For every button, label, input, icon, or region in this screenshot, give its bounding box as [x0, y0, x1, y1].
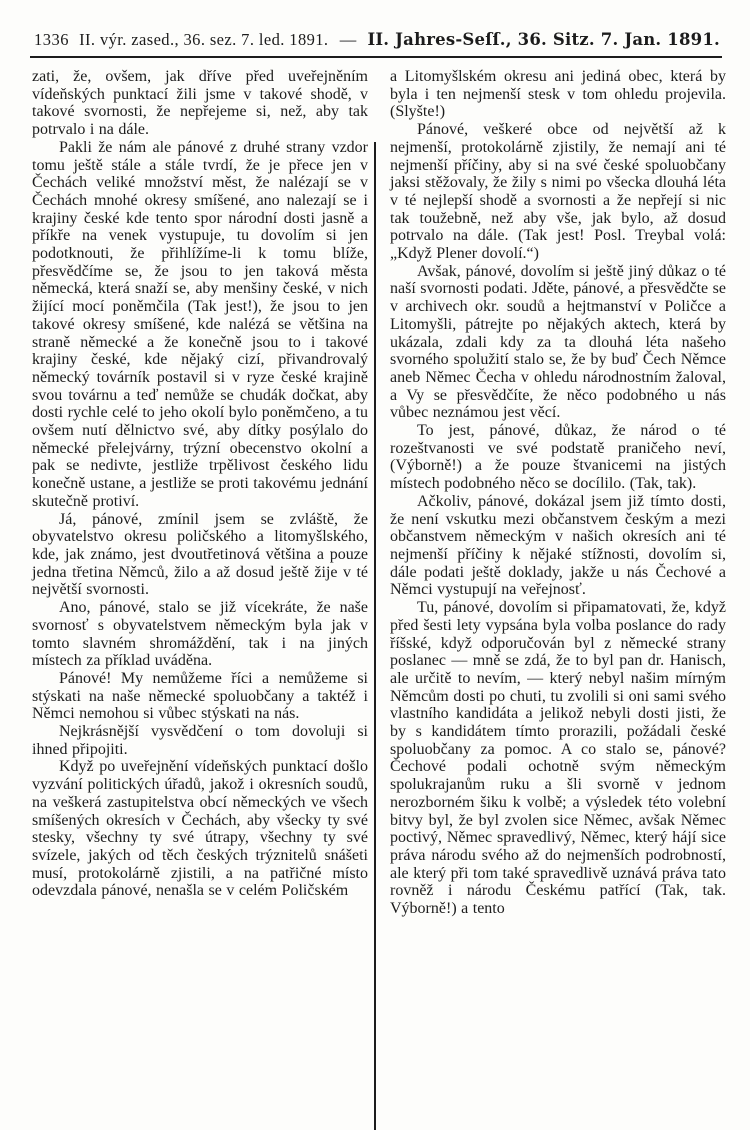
paragraph: Tu, pánové, dovolím si připamatovati, že, když před šesti lety vypsána byla volba poslance do rady říšské, když odporučován byl z německé strany poslanec — mně se zdá, že to byl pan dr. Hanisch, ale určitě to nevím, — který nebyl našim mírným Němcům dosti po chuti, tu zvolili si oni sami svého vlastního kandidáta a jelikož nebyli dosti jisti, že by s kandidátem tímto prorazili, požádali české spoluobčany za pomoc. A co stalo se, pánové? Čechové podali ochotně svým německým spolukrajanům ruku a šli svorně v jednom nerozborném šiku k volbě; a výsledek této volební bitvy byl, že byl zvolen sice Němec, avšak Němec poctivý, Němec spravedlivý, Němec, který hájí sice práva národu svého až do nejmenších podrobností, ale který při tom také spravedlivě uznává práva tato rovněž i národu Českému patřící (Tak, tak. Výborně!) a tento: [390, 599, 726, 918]
header-left: [34, 30, 328, 50]
paragraph: Já, pánové, zmínil jsem se zvláště, že obyvatelstvo okresu poličského a litomyšlského, kde, jak známo, jest dvoutřetinová většina a pouze jedna třetina Němců, žilo a až dosud ještě žije v té největší svornosti.: [32, 510, 368, 599]
right-column: [390, 68, 726, 918]
text-columns: [0, 58, 750, 918]
paragraph: a Litomyšlském okresu ani jediná obec, která by byla i ten nejmenší stesk v tom ohledu projevila. (Slyšte!): [390, 68, 726, 121]
paragraph: Pakli že nám ale pánové z druhé strany vzdor tomu ještě stále a stále tvrdí, že je přece jen v Čechách veliké množství měst, že nalézají se v Čechách mnohé okresy smíšené, ano nalezají se i krajiny české kde tento spor národní dosti jasně a příkře na venek vystupuje, tu dovolím si jen podotknouti, že přihlížíme-li k tomu blíže, přesvědčíme se, že jsou to jen taková města německá, která snaží se, aby menšiny české, v nich žijící mocí poněmčila (Tak jest!), že jsou to jen takové okresy smíšené, kde nalézá se většina na straně německé a že konečně jsou to i takové krajiny české, kde nějaký cizí, přivandrovalý německý továrník postavil si v ryze české krajině svou továrnu a teď nemůže se chudák dočkat, aby dosti rychle celé to jeho okolí bylo poněmčeno, a tu ovšem nutí dělnictvo své, aby dítky posýlalo do německé přelejvárny, trýzní obecenstvo okolní a pak se nedivte, jestliže trpělivost českého lidu konečně ustane, a jestliže se proti takovému jednání skutečně protiví.: [32, 138, 368, 510]
header-session-german: II. Jahres-Seſſ., 36. Sitz. 7. Jan. 1891.: [367, 30, 720, 49]
header-separator-dash: —: [339, 30, 357, 49]
paragraph: Ano, pánové, stalo se již vícekráte, že naše svornosť s obyvatelstvem německým byla jak v tomto slavném shromáždění, tak i na jiných místech za příklad uváděna.: [32, 599, 368, 670]
column-divider-rule: [374, 142, 376, 1130]
header-session-czech: II. výr. zased., 36. sez. 7. led. 1891.: [79, 30, 329, 49]
left-column: [32, 68, 368, 918]
page-header: [0, 0, 750, 54]
paragraph: Avšak, pánové, dovolím si ještě jiný důkaz o té naší svornosti podati. Jděte, pánové, a přesvědčte se v archivech okr. soudů a hejtmanství v Poličce a Litomyšli, pátrejte po nějakých aktech, která by ukázala, zdali kdy za ta dlouhá léta našeho svorného spolužití stalo se, že by buď Čech Němce aneb Němec Čecha v ohledu národnostním žaloval, a Vy se přesvědčíte, že něco podobného u nás vůbec neznámou jest věcí.: [390, 262, 726, 422]
paragraph: Nejkrásnější vysvědčení o tom dovoluji si ihned připojiti.: [32, 723, 368, 758]
paragraph: To jest, pánové, důkaz, že národ o té rozeštvanosti ve své podstatě praničeho neví, (Výborně!) a že pouze štvanicemi na jistých místech podobného něco se docílilo. (Tak, tak).: [390, 422, 726, 493]
paragraph: Ačkoliv, pánové, dokázal jsem již tímto dosti, že není vskutku mezi občanstvem českým a mezi občanstvem německým v našich okresích ani té nejmenší příčiny k nějaké stížnosti, dovolím si, dále podati ještě doklady, jakže u nás Čechové a Němci vystupují na veřejnosť.: [390, 492, 726, 599]
paragraph: zati, že, ovšem, jak dříve před uveřejněním vídeňských punktací žili jsme v takové shodě, v takové svornosti, že nepřejeme si, než, aby tak potrvalo i na dále.: [32, 68, 368, 139]
paragraph: Pánové, veškeré obce od největší až k nejmenší, protokolárně zjistily, že nemají ani té nejmenší příčiny, aby si na své české spoluobčany jaksi stěžovaly, že žily s nimi po všecka dlouhá léta v té nejlepší shodě a svornosti a že nepřejí si nic tak toužebně, než aby vše, jak bylo, až dosud potrvalo na dále. (Tak jest! Posl. Treybal volá: „Když Plener dovolí.“): [390, 121, 726, 263]
page-number: 1336: [34, 30, 69, 49]
paragraph: Pánové! My nemůžeme říci a nemůžeme si stýskati na naše německé spoluobčany a taktéž i Němci nemohou si vůbec stýskati na nás.: [32, 669, 368, 723]
paragraph: Když po uveřejnění vídeňských punktací došlo vyzvání politických úřadů, jakož i okresních soudů, na veškerá zastupitelstva obcí německých ve všech smíšených okresích v Čechách, aby všecky ty své stesky, všechny ty své útrapy, všechny ty své svízele, jakých od těch českých trýznitelů snášeti musí, protokolárně zjistili, a na patřičné místo odevzdala pánové, nenašla se v celém Poličském: [32, 758, 368, 900]
